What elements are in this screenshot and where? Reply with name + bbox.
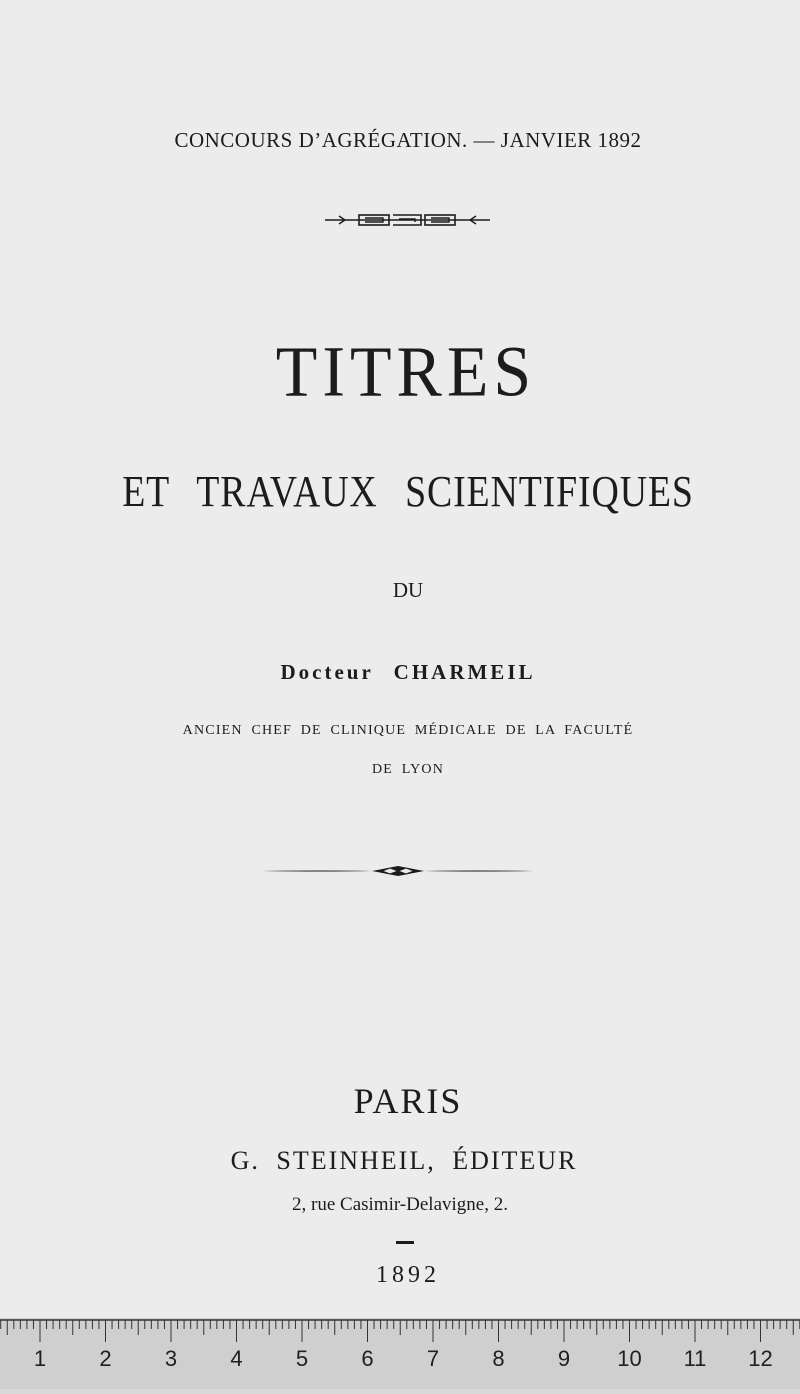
ruler-label: 11 <box>683 1346 707 1371</box>
ruler-label: 6 <box>361 1346 374 1371</box>
publication-year: 1892 <box>376 1262 440 1288</box>
measuring-ruler <box>0 1318 800 1389</box>
author-position-line2: DE LYON <box>371 762 445 777</box>
du-label: DU <box>392 578 424 602</box>
ruler-label: 7 <box>426 1346 440 1371</box>
ruler-label: 1 <box>33 1346 47 1371</box>
divider-dash <box>396 1241 414 1244</box>
author-position-line1: ANCIEN CHEF DE CLINIQUE MÉDICALE DE LA FACULTÉ <box>182 723 634 738</box>
author-name: Docteur CHARMEIL <box>280 660 536 684</box>
main-title: TITRES <box>275 330 537 412</box>
publisher-name: G. STEINHEIL, ÉDITEUR <box>230 1146 578 1175</box>
ruler-label: 2 <box>99 1346 112 1371</box>
ruler-label: 12 <box>748 1346 773 1371</box>
ornament-top-icon <box>325 210 490 230</box>
ruler-ticks <box>0 1318 800 1389</box>
ruler-label: 8 <box>492 1346 505 1371</box>
publisher-address: 2, rue Casimir-Delavigne, 2. <box>292 1194 508 1215</box>
ruler-label: 10 <box>617 1346 642 1371</box>
ruler-label: 3 <box>164 1346 178 1371</box>
ruler-label: 9 <box>557 1346 571 1371</box>
ornament-divider-icon <box>262 862 534 880</box>
concours-heading: CONCOURS D’AGRÉGATION. — JANVIER 1892 <box>174 128 642 152</box>
publisher-city: PARIS <box>353 1081 463 1121</box>
ruler-label: 5 <box>295 1346 309 1371</box>
subtitle: ET TRAVAUX SCIENTIFIQUES <box>122 467 694 516</box>
ruler-label: 4 <box>230 1346 243 1371</box>
